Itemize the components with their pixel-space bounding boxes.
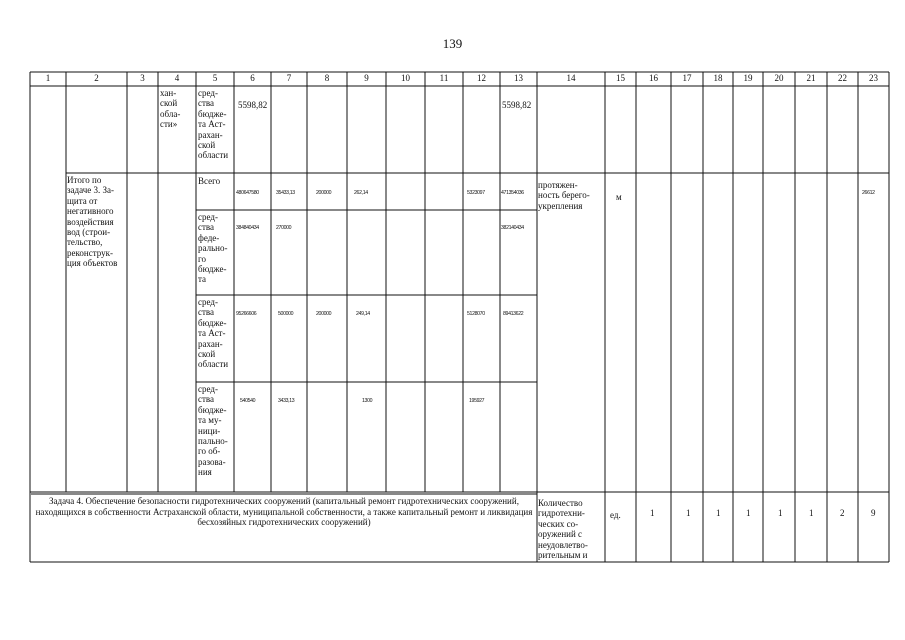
header-col-9: 9 xyxy=(364,73,369,83)
regional-row-col7: 500000 xyxy=(278,311,294,317)
regional-row-col6: 95266606 xyxy=(236,311,257,317)
itogo-indicator: протяжен- ность берего- укрепления xyxy=(538,180,590,211)
header-col-2: 2 xyxy=(94,73,99,83)
itogo-row-col7: 35433,13 xyxy=(276,190,295,196)
itogo-row-col8: 200000 xyxy=(316,190,332,196)
header-col-16: 16 xyxy=(649,73,658,83)
itogo-row-col13: 471354036 xyxy=(501,190,524,196)
header-col-23: 23 xyxy=(869,73,878,83)
municipal-row-col6: 540540 xyxy=(240,398,256,404)
municipal-row-col12: 195927 xyxy=(469,398,485,404)
header-col-3: 3 xyxy=(140,73,145,83)
regional-row-source: сред- ства бюдже- та Аст- рахан- ской области xyxy=(198,297,229,370)
block1-total: 5598,82 xyxy=(238,100,268,110)
task4-col16: 1 xyxy=(650,508,655,518)
regional-row-col13: 89413622 xyxy=(503,311,524,317)
block1-col13: 5598,82 xyxy=(502,100,532,110)
header-col-20: 20 xyxy=(774,73,784,83)
itogo-label: Итого по задаче 3. За- щита от негативного воздействия вод (строи- тельство, реконструк- ция объектов xyxy=(67,175,118,269)
municipal-row-col9: 1300 xyxy=(362,398,373,404)
task4-col22: 2 xyxy=(840,508,845,518)
federal-row-col7: 270000 xyxy=(276,225,292,231)
header-col-14: 14 xyxy=(566,73,576,83)
task4-indicator: Количество гидротехни- ческих со- оружений с неудовлетво- рительным и xyxy=(538,498,588,561)
header-col-18: 18 xyxy=(713,73,723,83)
header-col-13: 13 xyxy=(514,73,523,83)
itogo-row-col9: 262,14 xyxy=(354,190,368,196)
header-col-15: 15 xyxy=(616,73,625,83)
header-col-21: 21 xyxy=(806,73,816,83)
regional-row-col9: 249,14 xyxy=(356,311,370,317)
regional-row-col12: 5128070 xyxy=(467,311,485,317)
page-number: 139 xyxy=(442,36,463,51)
task4-col18: 1 xyxy=(716,508,721,518)
header-col-6: 6 xyxy=(250,73,255,83)
regional-row-col8: 200000 xyxy=(316,311,332,317)
header-col-10: 10 xyxy=(401,73,410,83)
block1-owner: хан- ской обла- сти» xyxy=(160,88,181,130)
task4-col23: 9 xyxy=(871,508,876,518)
header-col-19: 19 xyxy=(743,73,753,83)
itogo-row-col12: 5323097 xyxy=(467,190,485,196)
municipal-row-source: сред- ства бюдже- та му- ници- пально- го об- разова- ния xyxy=(198,384,228,478)
task4-unit: ед. xyxy=(610,510,621,520)
federal-row-col13: 382140434 xyxy=(501,225,524,231)
header-col-5: 5 xyxy=(212,73,218,83)
header-col-8: 8 xyxy=(324,73,330,83)
task4-col21: 1 xyxy=(809,508,814,518)
itogo-col23: 26612 xyxy=(862,190,875,196)
header-col-22: 22 xyxy=(838,73,847,83)
task4-title: Задача 4. Обеспечение безопасности гидротехнических сооружений (капитальный ремонт гидротехнических сооружений, находящихся в собственности Астраханской области, муниципальной собственности, а также капитальный ремонт и ликвидация бесхозяйных гидротехнических сооружений) xyxy=(35,496,533,528)
header-col-7: 7 xyxy=(286,73,292,83)
task4-col20: 1 xyxy=(778,508,783,518)
federal-row-col6: 384840434 xyxy=(236,225,259,231)
itogo-unit: м xyxy=(616,192,622,202)
itogo-row-source: Всего xyxy=(198,176,221,186)
municipal-row-col7: 3433,13 xyxy=(278,398,295,404)
task4-col19: 1 xyxy=(746,508,751,518)
federal-row-source: сред- ства феде- рально- го бюдже- та xyxy=(198,212,228,285)
header-col-17: 17 xyxy=(682,73,692,83)
task4-col17: 1 xyxy=(686,508,691,518)
itogo-row-col6: 480647580 xyxy=(236,190,259,196)
block1-source: сред- ства бюдже- та Аст- рахан- ской области xyxy=(198,88,229,161)
header-col-11: 11 xyxy=(439,73,449,83)
header-col-12: 12 xyxy=(477,73,486,83)
header-col-1: 1 xyxy=(45,73,51,83)
header-col-4: 4 xyxy=(174,73,180,83)
